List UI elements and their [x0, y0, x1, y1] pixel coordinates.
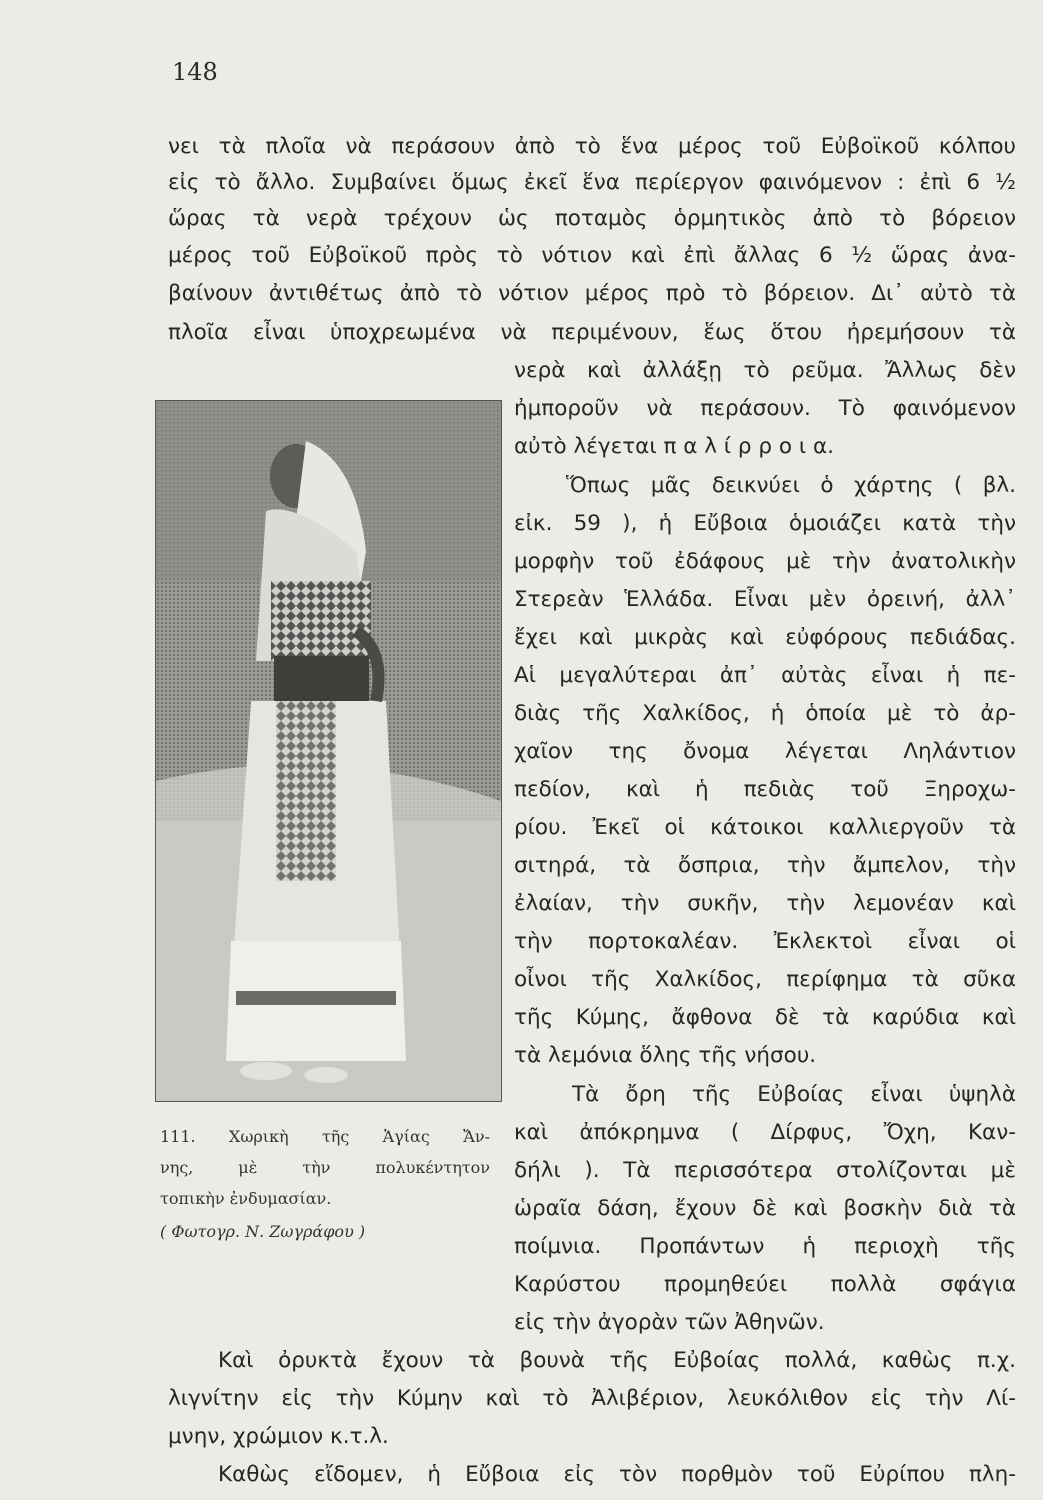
- text-line: δήλι ). Τὰ περισσότερα στολίζονται μὲ: [514, 1158, 1016, 1183]
- text-line: αὐτὸ λέγεται π α λ ί ρ ρ ο ι α.: [514, 434, 834, 459]
- page-number: 148: [172, 58, 218, 86]
- text-line: εἰς τὴν ἀγορὰν τῶν Ἀθηνῶν.: [514, 1310, 825, 1335]
- text-line: μέρος τοῦ Εὐβοϊκοῦ πρὸς τὸ νότιον καὶ ἐπὶ ἄλλας 6 ½ ὥρας ἀνα-: [168, 243, 1016, 268]
- text-line: ἔχει καὶ μικρὰς καὶ εὐφόρους πεδιάδας.: [514, 625, 1016, 650]
- figure-caption-line: νης, μὲ τὴν πολυκέντητον: [160, 1158, 490, 1177]
- figure-photo: [155, 400, 502, 1102]
- woman-in-costume-photo: [156, 401, 501, 1101]
- text-line: Αἱ μεγαλύτεραι ἀπ᾿ αὐτὰς εἶναι ἡ πε-: [514, 663, 1016, 688]
- text-line: πλοῖα εἶναι ὑποχρεωμένα νὰ περιμένουν, ἕως ὅτου ἠρεμήσουν τὰ: [168, 320, 1016, 345]
- text-line: τῆς Κύμης, ἄφθονα δὲ τὰ καρύδια καὶ: [514, 1005, 1016, 1030]
- text-line: ρίου. Ἐκεῖ οἱ κάτοικοι καλλιεργοῦν τὰ: [514, 815, 1016, 840]
- text-line: λιγνίτην εἰς τὴν Κύμην καὶ τὸ Ἀλιβέριον, λευκόλιθον εἰς τὴν Λί-: [168, 1386, 1016, 1411]
- text-line: ὥρας τὰ νερὰ τρέχουν ὡς ποταμὸς ὁρμητικὸς ἀπὸ τὸ βόρειον: [168, 206, 1016, 231]
- text-line: χαῖον της ὄνομα λέγεται Ληλάντιον: [514, 739, 1016, 764]
- text-line: ὡραῖα δάση, ἔχουν δὲ καὶ βοσκὴν διὰ τὰ: [514, 1196, 1016, 1221]
- text-line: ἐλαίαν, τὴν συκῆν, τὴν λεμονέαν καὶ: [514, 891, 1016, 916]
- text-line: Καὶ ὀρυκτὰ ἔχουν τὰ βουνὰ τῆς Εὐβοίας πολλά, καθὼς π.χ.: [218, 1348, 1016, 1373]
- text-line: Ὅπως μᾶς δεικνύει ὁ χάρτης ( βλ.: [566, 473, 1016, 498]
- text-line: εἰκ. 59 ), ἡ Εὔβοια ὁμοιάζει κατὰ τὴν: [514, 511, 1016, 536]
- text-line: μορφὴν τοῦ ἐδάφους μὲ τὴν ἀνατολικὴν: [514, 549, 1016, 574]
- text-line: νερὰ καὶ ἀλλάξῃ τὸ ρεῦμα. Ἄλλως δὲν: [514, 358, 1016, 383]
- photo-credit: ( Φωτογρ. Ν. Ζωγράφου ): [160, 1222, 366, 1241]
- text-line: βαίνουν ἀντιθέτως ἀπὸ τὸ νότιον μέρος πρὸ τὸ βόρειον. Δι᾿ αὐτὸ τὰ: [168, 281, 1016, 306]
- text-line: εἰς τὸ ἄλλο. Συμβαίνει ὅμως ἐκεῖ ἕνα περίεργον φαινόμενον : ἐπὶ 6 ½: [168, 170, 1016, 195]
- figure-caption-line: 111. Χωρικὴ τῆς Ἁγίας Ἄν-: [160, 1127, 490, 1146]
- text-line: μνην, χρώμιον κ.τ.λ.: [168, 1424, 389, 1449]
- text-line: Καθὼς εἴδομεν, ἡ Εὔβοια εἰς τὸν πορθμὸν τοῦ Εὐρίπου πλη-: [218, 1462, 1016, 1487]
- text-line: Καρύστου προμηθεύει πολλὰ σφάγια: [514, 1272, 1016, 1297]
- text-line: καὶ ἀπόκρημνα ( Δίρφυς, Ὄχη, Καν-: [514, 1120, 1016, 1145]
- text-line: διὰς τῆς Χαλκίδος, ἡ ὁποία μὲ τὸ ἀρ-: [514, 701, 1016, 726]
- text-line: τὴν πορτοκαλέαν. Ἐκλεκτοὶ εἶναι οἱ: [514, 929, 1016, 954]
- text-line: ποίμνια. Προπάντων ἡ περιοχὴ τῆς: [514, 1234, 1016, 1259]
- text-line: τὰ λεμόνια ὅλης τῆς νήσου.: [514, 1043, 817, 1068]
- text-line: Στερεὰν Ἑλλάδα. Εἶναι μὲν ὀρεινή, ἀλλ᾿: [514, 587, 1016, 612]
- text-line: νει τὰ πλοῖα νὰ περάσουν ἀπὸ τὸ ἕνα μέρος τοῦ Εὐβοϊκοῦ κόλπου: [168, 134, 1016, 159]
- text-line: ἠμποροῦν νὰ περάσουν. Τὸ φαινόμενον: [514, 396, 1016, 421]
- text-line: Τὰ ὄρη τῆς Εὐβοίας εἶναι ὑψηλὰ: [572, 1082, 1016, 1107]
- figure-caption-line: τοπικὴν ἐνδυμασίαν.: [160, 1189, 332, 1208]
- text-line: οἶνοι τῆς Χαλκίδος, περίφημα τὰ σῦκα: [514, 967, 1016, 992]
- text-line: σιτηρά, τὰ ὄσπρια, τὴν ἄμπελον, τὴν: [514, 853, 1016, 878]
- text-line: πεδίον, καὶ ἡ πεδιὰς τοῦ Ξηροχω-: [514, 777, 1016, 802]
